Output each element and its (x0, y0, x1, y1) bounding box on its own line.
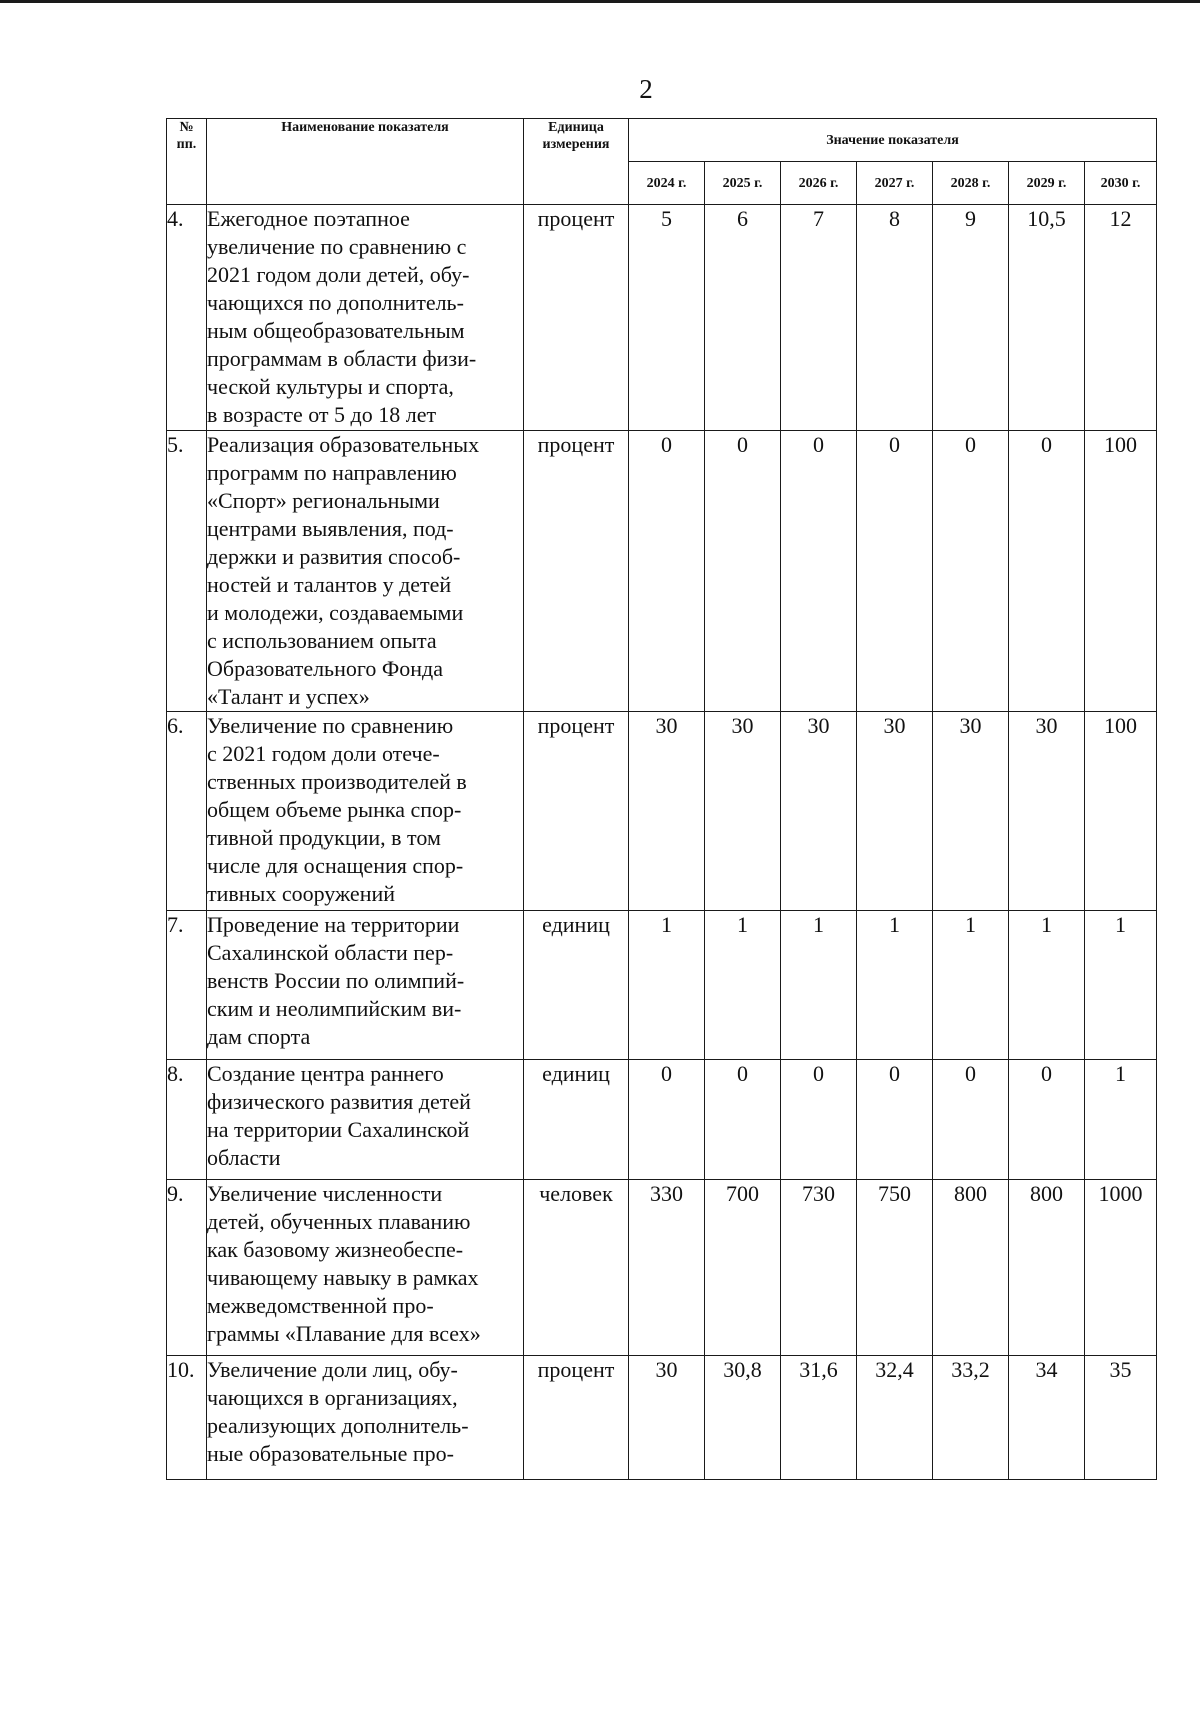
table-row (167, 1180, 1157, 1356)
indicator-value: 30,8 (705, 1356, 781, 1480)
indicator-value: 1 (1085, 911, 1157, 1060)
indicator-unit: процент (524, 431, 629, 712)
indicator-value: 32,4 (857, 1356, 933, 1480)
indicator-value: 0 (1009, 431, 1085, 712)
indicator-name: Увеличение по сравнению с 2021 годом доли отече- ственных производителей в общем объеме рынка спор- тивной продукции, в том числе для оснащения спор- тивных сооружений (207, 712, 524, 911)
indicator-value: 1 (705, 911, 781, 1060)
indicator-value: 1 (1009, 911, 1085, 1060)
indicator-value: 30 (857, 712, 933, 911)
indicator-value: 800 (1009, 1180, 1085, 1356)
row-number: 5. (167, 431, 207, 712)
indicator-value: 800 (933, 1180, 1009, 1356)
indicator-value: 1 (933, 911, 1009, 1060)
indicator-unit: процент (524, 712, 629, 911)
indicator-value: 0 (629, 431, 705, 712)
table-row (167, 1060, 1157, 1180)
indicator-unit: единиц (524, 911, 629, 1060)
indicator-value: 9 (933, 205, 1009, 431)
table-body (167, 205, 1157, 1480)
header-year: 2026 г. (781, 162, 857, 205)
indicator-name: Увеличение численности детей, обученных плаванию как базовому жизнеобеспе- чивающему навыку в рамках межведомственной про- граммы «Плавание для всех» (207, 1180, 524, 1356)
indicator-value: 30 (705, 712, 781, 911)
indicator-name: Увеличение доли лиц, обу- чающихся в организациях, реализующих дополнитель- ные образовательные про- (207, 1356, 524, 1480)
indicator-value: 700 (705, 1180, 781, 1356)
indicator-value: 10,5 (1009, 205, 1085, 431)
indicator-value: 6 (705, 205, 781, 431)
indicator-value: 0 (781, 431, 857, 712)
indicator-value: 730 (781, 1180, 857, 1356)
table-header (167, 119, 1157, 205)
indicator-value: 30 (629, 712, 705, 911)
indicator-value: 750 (857, 1180, 933, 1356)
indicator-value: 0 (781, 1060, 857, 1180)
indicator-unit: процент (524, 205, 629, 431)
header-year: 2027 г. (857, 162, 933, 205)
indicator-unit: человек (524, 1180, 629, 1356)
row-number: 10. (167, 1356, 207, 1480)
row-number: 9. (167, 1180, 207, 1356)
header-number: № пп. (167, 119, 207, 205)
indicator-value: 1 (1085, 1060, 1157, 1180)
indicator-value: 100 (1085, 712, 1157, 911)
header-year: 2024 г. (629, 162, 705, 205)
indicator-value: 1000 (1085, 1180, 1157, 1356)
indicator-value: 0 (705, 431, 781, 712)
indicator-value: 1 (857, 911, 933, 1060)
header-value: Значение показателя (629, 119, 1157, 162)
indicator-value: 34 (1009, 1356, 1085, 1480)
table-row (167, 431, 1157, 712)
indicator-value: 0 (933, 431, 1009, 712)
header-row-top (167, 119, 1157, 162)
header-year: 2025 г. (705, 162, 781, 205)
indicator-value: 35 (1085, 1356, 1157, 1480)
indicator-value: 33,2 (933, 1356, 1009, 1480)
indicator-value: 0 (629, 1060, 705, 1180)
indicator-value: 5 (629, 205, 705, 431)
header-year: 2028 г. (933, 162, 1009, 205)
table-row (167, 712, 1157, 911)
table-row (167, 1356, 1157, 1480)
header-unit: Единица измерения (524, 119, 629, 205)
indicator-value: 8 (857, 205, 933, 431)
indicator-value: 100 (1085, 431, 1157, 712)
indicator-value: 7 (781, 205, 857, 431)
indicator-value: 0 (1009, 1060, 1085, 1180)
indicator-name: Создание центра раннего физического развития детей на территории Сахалинской области (207, 1060, 524, 1180)
indicator-value: 1 (629, 911, 705, 1060)
page-number: 2 (639, 74, 653, 104)
indicator-name: Реализация образовательных программ по направлению «Спорт» региональными центрами выявления, под- держки и развития способ- ностей и талантов у детей и молодежи, создаваемыми с использованием опыта Образовательного Фонда «Талант и успех» (207, 431, 524, 712)
indicator-name: Проведение на территории Сахалинской области пер- венств России по олимпий- ским и неолимпийским ви- дам спорта (207, 911, 524, 1060)
row-number: 7. (167, 911, 207, 1060)
indicator-value: 0 (857, 431, 933, 712)
indicator-value: 30 (1009, 712, 1085, 911)
header-year: 2029 г. (1009, 162, 1085, 205)
indicator-value: 31,6 (781, 1356, 857, 1480)
indicator-value: 12 (1085, 205, 1157, 431)
row-number: 8. (167, 1060, 207, 1180)
row-number: 6. (167, 712, 207, 911)
indicators-table (166, 118, 1157, 1480)
indicator-value: 30 (781, 712, 857, 911)
indicator-value: 330 (629, 1180, 705, 1356)
indicator-unit: процент (524, 1356, 629, 1480)
indicator-value: 0 (933, 1060, 1009, 1180)
indicator-unit: единиц (524, 1060, 629, 1180)
indicator-value: 1 (781, 911, 857, 1060)
indicator-value: 30 (629, 1356, 705, 1480)
table-row (167, 911, 1157, 1060)
top-rule (0, 0, 1200, 3)
row-number: 4. (167, 205, 207, 431)
indicator-name: Ежегодное поэтапное увеличение по сравнению с 2021 годом доли детей, обу- чающихся по дополнитель- ным общеобразовательным программам в области физи- ческой культуры и спорта, в возрасте от 5 до 18 лет (207, 205, 524, 431)
indicator-value: 30 (933, 712, 1009, 911)
indicator-value: 0 (705, 1060, 781, 1180)
header-name: Наименование показателя (207, 119, 524, 205)
table-row (167, 205, 1157, 431)
indicator-value: 0 (857, 1060, 933, 1180)
header-year: 2030 г. (1085, 162, 1157, 205)
